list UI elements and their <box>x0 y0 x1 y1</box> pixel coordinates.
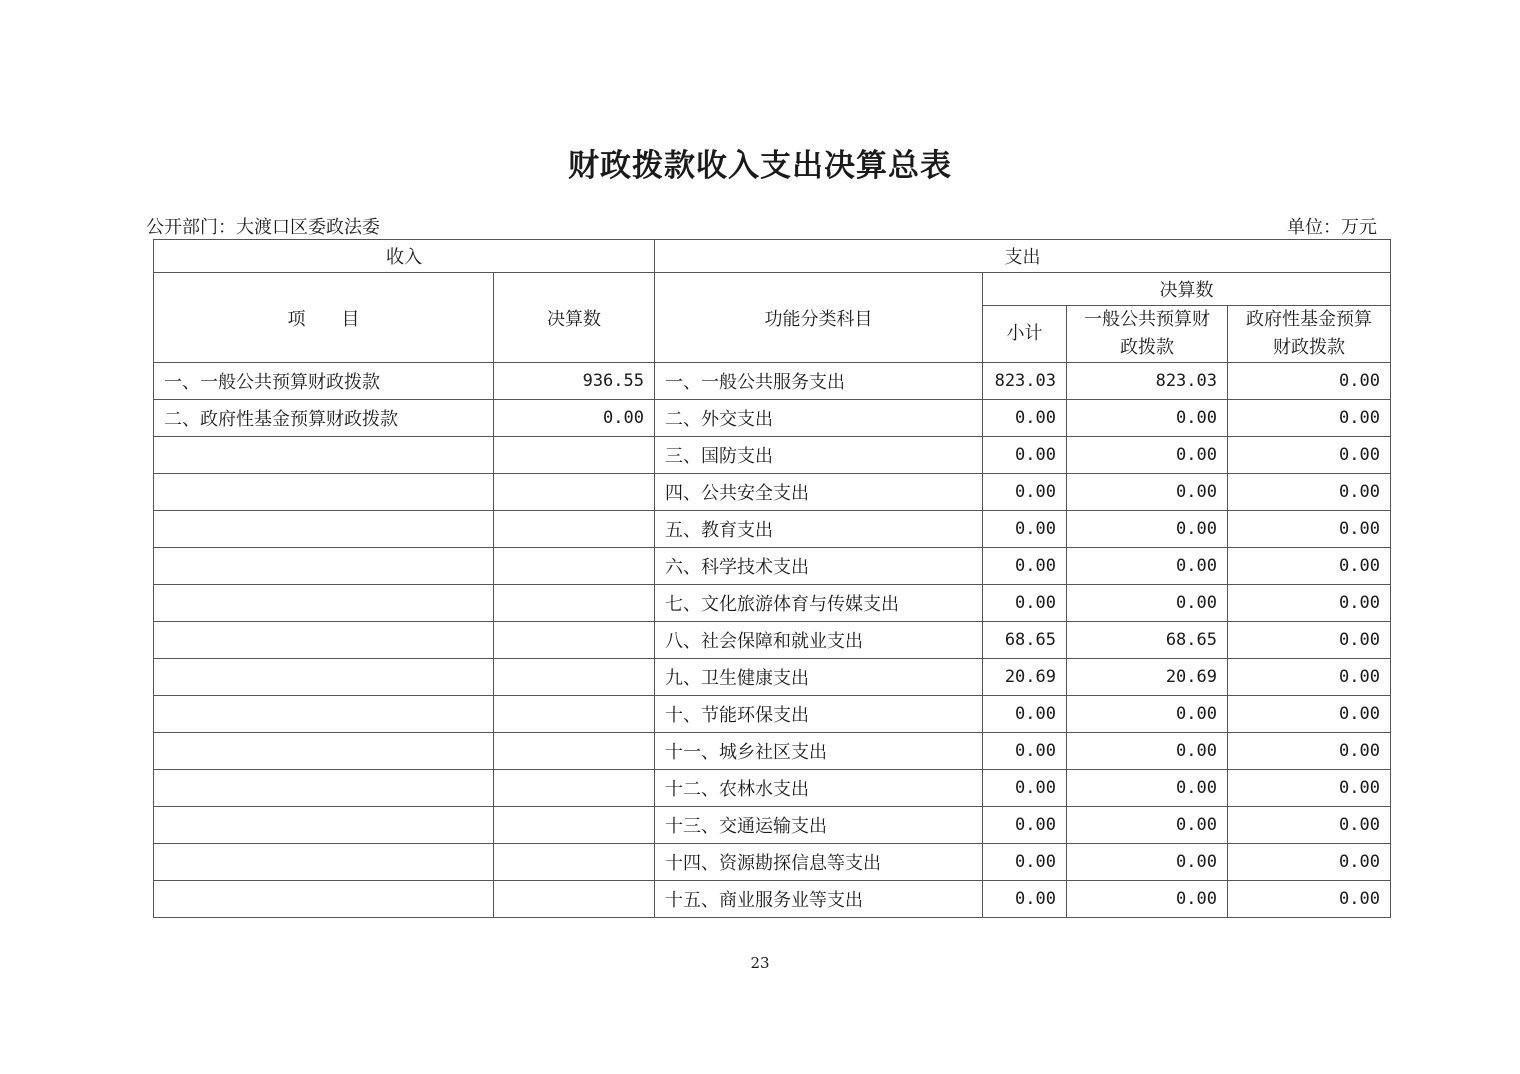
subtotal-cell: 0.00 <box>983 548 1067 585</box>
category-cell: 十一、城乡社区支出 <box>655 733 983 770</box>
fund-budget-cell: 0.00 <box>1228 511 1391 548</box>
category-cell: 三、国防支出 <box>655 437 983 474</box>
subtotal-header: 小计 <box>983 306 1067 363</box>
general-budget-cell: 0.00 <box>1067 548 1228 585</box>
income-item-cell: 一、一般公共预算财政拨款 <box>154 363 494 400</box>
header-row-1 <box>154 240 1391 273</box>
general-budget-cell: 0.00 <box>1067 881 1228 918</box>
income-item-cell <box>154 696 494 733</box>
page-title: 财政拨款收入支出决算总表 <box>568 148 952 184</box>
fund-budget-cell: 0.00 <box>1228 807 1391 844</box>
fund-budget-cell: 0.00 <box>1228 733 1391 770</box>
table-row <box>154 511 1391 548</box>
income-item-cell <box>154 474 494 511</box>
general-budget-cell: 0.00 <box>1067 511 1228 548</box>
subtotal-cell: 0.00 <box>983 437 1067 474</box>
category-cell: 十二、农林水支出 <box>655 770 983 807</box>
income-amount-cell <box>494 770 655 807</box>
fund-budget-cell: 0.00 <box>1228 881 1391 918</box>
subtotal-cell: 0.00 <box>983 585 1067 622</box>
income-item-cell <box>154 770 494 807</box>
income-item-cell <box>154 585 494 622</box>
page-number: 23 <box>750 954 770 972</box>
subtotal-cell: 0.00 <box>983 770 1067 807</box>
fund-budget-cell: 0.00 <box>1228 474 1391 511</box>
fund-budget-cell: 0.00 <box>1228 400 1391 437</box>
table-row <box>154 659 1391 696</box>
general-budget-cell: 0.00 <box>1067 696 1228 733</box>
fund-budget-header <box>1228 306 1391 363</box>
income-amount-cell <box>494 881 655 918</box>
subtotal-cell: 0.00 <box>983 807 1067 844</box>
general-budget-cell: 0.00 <box>1067 474 1228 511</box>
general-budget-cell: 0.00 <box>1067 770 1228 807</box>
category-cell: 十五、商业服务业等支出 <box>655 881 983 918</box>
income-item-cell <box>154 548 494 585</box>
fund-budget-cell: 0.00 <box>1228 437 1391 474</box>
table-row <box>154 400 1391 437</box>
income-item-cell <box>154 733 494 770</box>
category-cell: 八、社会保障和就业支出 <box>655 622 983 659</box>
income-amount-cell <box>494 844 655 881</box>
subtotal-cell: 0.00 <box>983 696 1067 733</box>
general-budget-header <box>1067 306 1228 363</box>
subtotal-cell: 68.65 <box>983 622 1067 659</box>
category-cell: 二、外交支出 <box>655 400 983 437</box>
subtotal-cell: 0.00 <box>983 844 1067 881</box>
general-budget-cell: 0.00 <box>1067 733 1228 770</box>
income-item-cell <box>154 844 494 881</box>
general-budget-cell: 20.69 <box>1067 659 1228 696</box>
category-cell: 一、一般公共服务支出 <box>655 363 983 400</box>
income-amount-cell <box>494 733 655 770</box>
table-row <box>154 585 1391 622</box>
item-header: 项 目 <box>154 273 494 363</box>
table-row <box>154 474 1391 511</box>
fund-budget-cell: 0.00 <box>1228 696 1391 733</box>
income-item-cell <box>154 807 494 844</box>
category-cell: 七、文化旅游体育与传媒支出 <box>655 585 983 622</box>
general-budget-cell: 0.00 <box>1067 844 1228 881</box>
table-row <box>154 733 1391 770</box>
table-row <box>154 437 1391 474</box>
income-amount-cell: 0.00 <box>494 400 655 437</box>
fund-budget-cell: 0.00 <box>1228 622 1391 659</box>
department-label: 公开部门：大渡口区委政法委 <box>146 217 380 238</box>
subtotal-cell: 0.00 <box>983 511 1067 548</box>
fund-budget-header-line1: 政府性基金预算 <box>1246 309 1372 330</box>
income-amount-cell <box>494 696 655 733</box>
income-amount-cell <box>494 548 655 585</box>
table-row <box>154 770 1391 807</box>
table-row <box>154 696 1391 733</box>
fund-budget-cell: 0.00 <box>1228 585 1391 622</box>
general-budget-cell: 0.00 <box>1067 585 1228 622</box>
income-amount-cell <box>494 437 655 474</box>
income-amount-cell <box>494 474 655 511</box>
general-budget-cell: 68.65 <box>1067 622 1228 659</box>
income-amount-cell <box>494 659 655 696</box>
subtotal-cell: 0.00 <box>983 474 1067 511</box>
category-cell: 九、卫生健康支出 <box>655 659 983 696</box>
table-row <box>154 807 1391 844</box>
subtotal-cell: 0.00 <box>983 733 1067 770</box>
table-row <box>154 881 1391 918</box>
category-cell: 五、教育支出 <box>655 511 983 548</box>
general-budget-header-line2: 政拨款 <box>1120 337 1174 358</box>
general-budget-header-line1: 一般公共预算财 <box>1084 309 1210 330</box>
fund-budget-cell: 0.00 <box>1228 363 1391 400</box>
general-budget-cell: 0.00 <box>1067 437 1228 474</box>
expense-header: 支出 <box>655 240 1391 273</box>
header-row-2 <box>154 273 1391 306</box>
unit-label: 单位：万元 <box>1287 217 1377 238</box>
function-category-header: 功能分类科目 <box>655 273 983 363</box>
income-amount-cell <box>494 585 655 622</box>
category-cell: 六、科学技术支出 <box>655 548 983 585</box>
table-row <box>154 844 1391 881</box>
general-budget-cell: 0.00 <box>1067 400 1228 437</box>
income-amount-cell <box>494 807 655 844</box>
income-item-cell <box>154 881 494 918</box>
general-budget-cell: 823.03 <box>1067 363 1228 400</box>
category-cell: 十、节能环保支出 <box>655 696 983 733</box>
subtotal-cell: 0.00 <box>983 881 1067 918</box>
category-cell: 四、公共安全支出 <box>655 474 983 511</box>
income-amount-header: 决算数 <box>494 273 655 363</box>
general-budget-cell: 0.00 <box>1067 807 1228 844</box>
income-header: 收入 <box>154 240 655 273</box>
subtotal-cell: 823.03 <box>983 363 1067 400</box>
income-item-cell: 二、政府性基金预算财政拨款 <box>154 400 494 437</box>
fund-budget-cell: 0.00 <box>1228 770 1391 807</box>
fund-budget-cell: 0.00 <box>1228 844 1391 881</box>
table-row <box>154 548 1391 585</box>
fund-budget-header-line2: 财政拨款 <box>1273 337 1345 358</box>
income-amount-cell: 936.55 <box>494 363 655 400</box>
category-cell: 十三、交通运输支出 <box>655 807 983 844</box>
expense-amount-header: 决算数 <box>983 273 1391 306</box>
income-item-cell <box>154 622 494 659</box>
income-item-cell <box>154 437 494 474</box>
fund-budget-cell: 0.00 <box>1228 548 1391 585</box>
income-amount-cell <box>494 622 655 659</box>
category-cell: 十四、资源勘探信息等支出 <box>655 844 983 881</box>
budget-table <box>153 239 1391 918</box>
income-item-cell <box>154 511 494 548</box>
table-row <box>154 363 1391 400</box>
subtotal-cell: 0.00 <box>983 400 1067 437</box>
table-row <box>154 622 1391 659</box>
income-amount-cell <box>494 511 655 548</box>
income-item-cell <box>154 659 494 696</box>
fund-budget-cell: 0.00 <box>1228 659 1391 696</box>
subtotal-cell: 20.69 <box>983 659 1067 696</box>
